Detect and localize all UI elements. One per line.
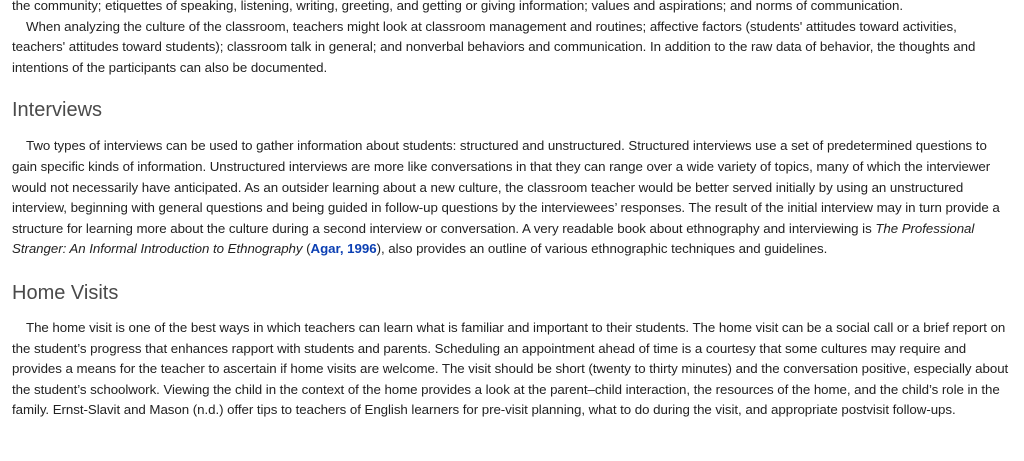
home-visits-paragraph: The home visit is one of the best ways in which teachers can learn what is familiar and important to their students. The home visit can be a social call or a brief report on the student’s progress that enhances rapport with students and parents. Scheduling an appointment ahead of time is a courtesy that some cultures may require and provides a means for the teacher to ascertain if home visits are welcome. The visit should be short (twenty to thirty minutes) and the conversation positive, especially about the student’s schoolwork. Viewing the child in the context of the home provides a look at the parent–child interaction, the resources of the home, and the child’s role in the family. Ernst-Slavit and Mason (n.d.) offer tips to teachers of English learners for pre-visit planning, what to do during the visit, and appropriate postvisit follow-ups. bbox=[12, 319, 1009, 418]
intro-paragraph-classroom-culture: When analyzing the culture of the classroom, teachers might look at classroom management and routines; affective factors (students' attitudes toward activities, teachers' attitudes toward students); classroom talk in general; and nonverbal behaviors and communication. In addition to the raw data of behavior, the thoughts and intentions of the participants can also be documented. bbox=[12, 18, 976, 75]
section-heading-home-visits: Home Visits bbox=[12, 281, 119, 304]
citation-link-agar-1996[interactable]: Agar, 1996 bbox=[310, 241, 377, 257]
article-body bbox=[12, 0, 1012, 421]
paren-open: ( bbox=[302, 241, 311, 257]
section-heading-interviews: Interviews bbox=[12, 99, 103, 122]
interviews-text-after-citation: ), also provides an outline of various ethnographic techniques and guidelines. bbox=[376, 241, 828, 257]
interviews-text-before-title: Two types of interviews can be used to gather information about students: structured and unstructured. Structured interviews use a set of predetermined questions to gain specific kinds of information. Unstructured interviews are more like conversations in that they can range over a wide variety of topics, many of which the interviewer would not necessarily have anticipated. As an outsider learning about a new culture, the classroom teacher would be better served initially by using an unstructured interview, beginning with general questions and being guided in follow-up questions by the interviewees’ responses. The result of the initial interview may in turn provide a structure for learning more about the culture during a second interview or conversation. A very readable book about ethnography and interviewing is bbox=[12, 138, 1000, 236]
interviews-paragraph bbox=[12, 136, 1012, 260]
book-title: The Professional Stranger: An Informal Introduction to Ethnography bbox=[12, 220, 975, 257]
intro-paragraph-continued: the community; etiquettes of speaking, listening, writing, greeting, and getting or giving information; values and aspirations; and norms of communication. bbox=[12, 0, 904, 13]
